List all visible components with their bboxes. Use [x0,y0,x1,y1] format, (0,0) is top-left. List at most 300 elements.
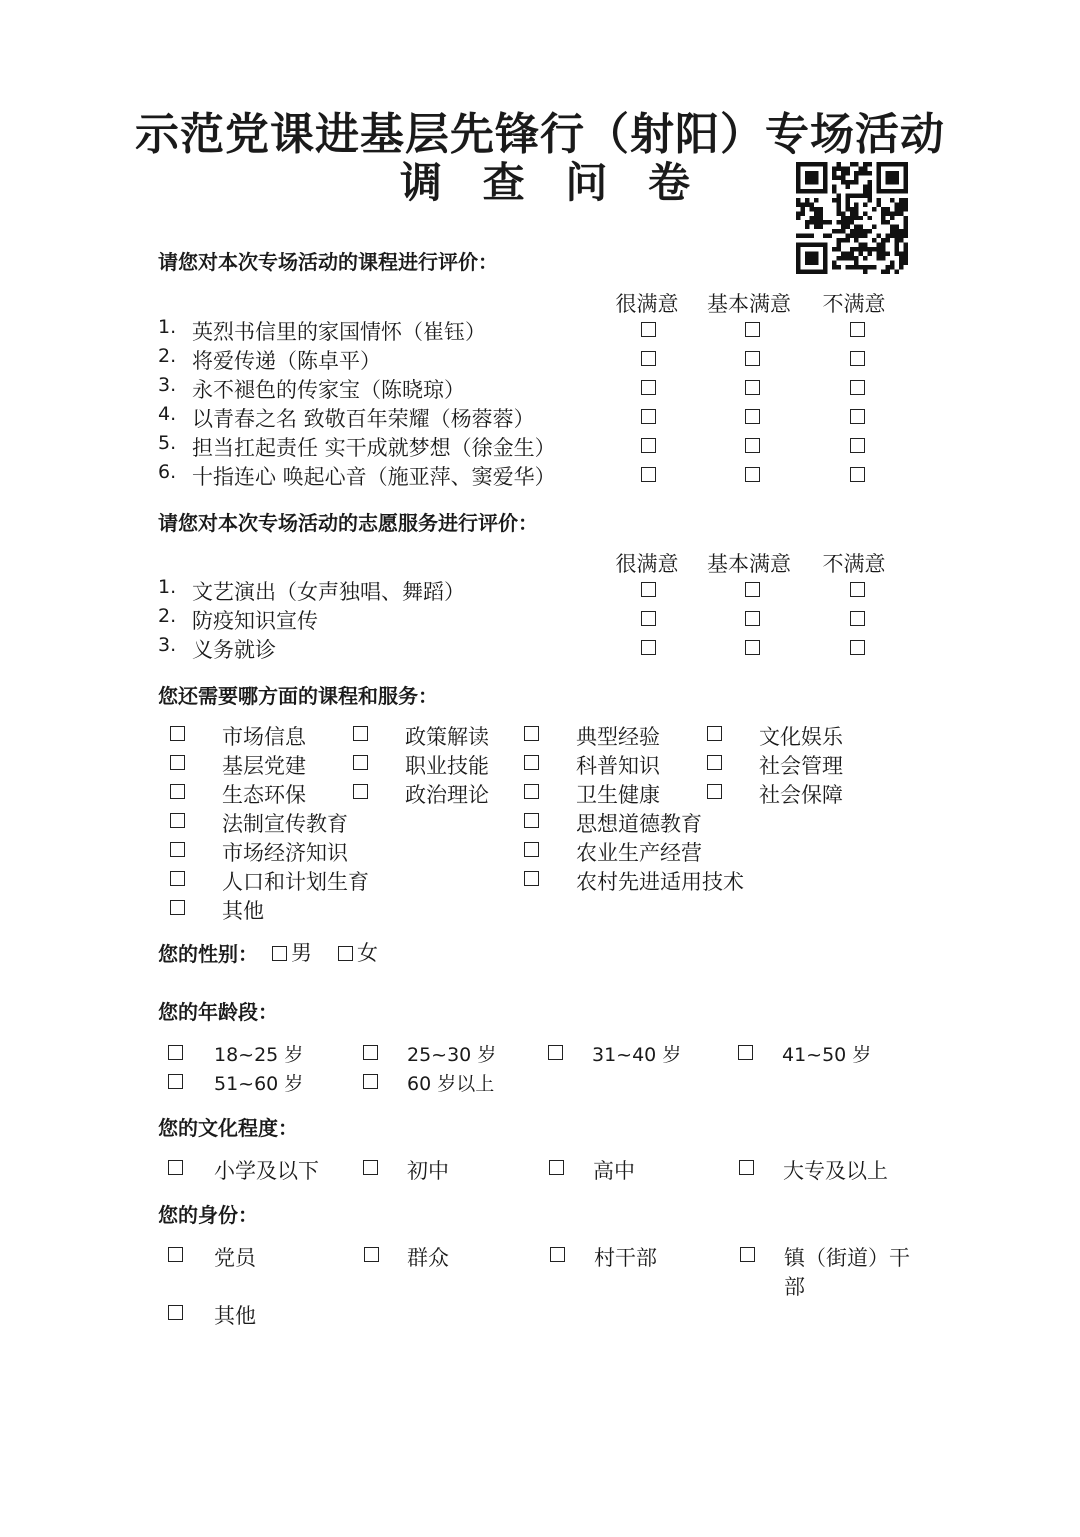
qr-module [832,229,836,233]
qr-module [863,189,867,193]
qr-module [823,175,827,179]
qr-module [800,211,804,215]
gender-option-female[interactable] [338,937,378,967]
qr-module [836,162,840,166]
qr-module [899,238,903,242]
option-label: 科普知识 [576,754,660,778]
qr-module [809,171,813,175]
rating-checkbox-basically-satisfied[interactable] [745,380,760,395]
qr-module [845,265,849,269]
option-label: 男 [291,941,312,965]
qr-module [881,270,885,274]
option-label: 51~60 岁 [214,1073,304,1095]
qr-module [904,216,908,220]
service-title: 义务就诊 [192,638,276,662]
qr-module [895,238,899,242]
qr-module [904,198,908,202]
rating-checkbox-basically-satisfied[interactable] [745,611,760,626]
qr-module [845,220,849,224]
rating-checkbox-basically-satisfied[interactable] [745,467,760,482]
rating-checkbox-basically-satisfied[interactable] [745,351,760,366]
qr-module [796,189,800,193]
qr-module [859,225,863,229]
qr-module [809,270,813,274]
gender-option-male[interactable] [272,937,312,967]
subtitle-char: 问 [565,158,608,207]
rating-checkbox-very-satisfied[interactable] [641,380,656,395]
qr-module [809,252,813,256]
qr-module [814,171,818,175]
qr-module [841,171,845,175]
qr-module [881,256,885,260]
option-label: 市场信息 [222,725,306,749]
qr-module [895,234,899,238]
qr-module [890,211,894,215]
rating-checkbox-not-satisfied[interactable] [850,380,865,395]
qr-module [881,247,885,251]
qr-module [800,270,804,274]
qr-module [823,189,827,193]
qr-module [886,238,890,242]
qr-module [890,225,894,229]
qr-module [836,243,840,247]
qr-module [872,225,876,229]
checkbox[interactable] [363,1045,378,1060]
qr-module [800,189,804,193]
option-label: 41~50 岁 [782,1044,872,1066]
qr-module [863,247,867,251]
qr-module [796,252,800,256]
checkbox[interactable] [170,900,185,915]
qr-module [836,220,840,224]
qr-module [809,175,813,179]
qr-module [809,216,813,220]
qr-module [904,166,908,170]
checkbox[interactable] [170,813,185,828]
qr-module [877,162,881,166]
qr-module [850,234,854,238]
rating-checkbox-very-satisfied[interactable] [641,467,656,482]
qr-module [818,189,822,193]
qr-module [854,256,858,260]
qr-module [805,162,809,166]
checkbox[interactable] [272,946,287,961]
qr-module [850,265,854,269]
option-label: 思想道德教育 [576,812,702,836]
rating-checkbox-basically-satisfied[interactable] [745,438,760,453]
qr-module [899,189,903,193]
qr-module [872,207,876,211]
subtitle-char: 查 [482,158,525,207]
qr-module [859,243,863,247]
qr-module [845,216,849,220]
qr-module [850,193,854,197]
qr-module [854,162,858,166]
qr-module [805,270,809,274]
qr-module [895,243,899,247]
qr-module [805,220,809,224]
rating-checkbox-not-satisfied[interactable] [850,467,865,482]
option-label: 女 [357,941,378,965]
checkbox[interactable] [170,784,185,799]
qr-module [868,171,872,175]
qr-module [796,247,800,251]
checkbox[interactable] [707,784,722,799]
qr-module [836,247,840,251]
qr-module [886,265,890,269]
option-label: 法制宣传教育 [222,812,348,836]
rating-checkbox-not-satisfied[interactable] [850,611,865,626]
service-title: 文艺演出（女声独唱、舞蹈） [192,580,465,604]
option-label: 职业技能 [405,754,489,778]
option-label: 高中 [593,1159,635,1183]
qr-module [863,234,867,238]
qr-module [904,234,908,238]
rating-checkbox-very-satisfied[interactable] [641,351,656,366]
course-row [158,345,918,375]
qr-module [854,211,858,215]
qr-module [872,265,876,269]
gender-heading: 您的性别： [158,942,258,966]
qr-module [836,211,840,215]
rating-checkbox-not-satisfied[interactable] [850,640,865,655]
qr-module [814,211,818,215]
qr-module [886,171,890,175]
qr-module [877,202,881,206]
qr-module [796,202,800,206]
qr-module [836,193,840,197]
qr-module [805,256,809,260]
qr-module [868,265,872,269]
qr-module [832,247,836,251]
qr-module [868,229,872,233]
qr-module [904,207,908,211]
rating-checkbox-very-satisfied[interactable] [641,611,656,626]
qr-module [854,225,858,229]
checkbox[interactable] [707,755,722,770]
checkbox[interactable] [524,842,539,857]
qr-module [904,256,908,260]
qr-module [845,225,849,229]
qr-module [904,229,908,233]
qr-module [796,171,800,175]
checkbox[interactable] [524,871,539,886]
section2-heading: 请您对本次专场活动的志愿服务进行评价： [158,511,538,535]
qr-module [868,193,872,197]
qr-module [868,180,872,184]
qr-module [890,198,894,202]
qr-module [895,207,899,211]
qr-module [845,234,849,238]
qr-module [814,207,818,211]
option-label: 社会保障 [759,783,843,807]
item-number: 2. [158,345,177,367]
qr-module [890,261,894,265]
qr-module [823,243,827,247]
qr-module [805,175,809,179]
option-label: 卫生健康 [576,783,660,807]
checkbox[interactable] [524,813,539,828]
checkbox[interactable] [168,1305,183,1320]
qr-module [890,229,894,233]
age-heading: 您的年龄段： [158,1000,278,1024]
subtitle-char: 卷 [647,158,690,207]
qr-module [836,265,840,269]
qr-module [881,252,885,256]
qr-module [832,175,836,179]
qr-module [904,175,908,179]
qr-module [868,184,872,188]
qr-module [814,220,818,224]
qr-module [841,225,845,229]
qr-module [863,243,867,247]
checkbox[interactable] [740,1247,755,1262]
qr-module [904,261,908,265]
qr-module [850,216,854,220]
item-number: 4. [158,403,177,425]
qr-module [890,234,894,238]
qr-module [877,256,881,260]
qr-module [823,234,827,238]
qr-module [800,202,804,206]
qr-module [904,225,908,229]
qr-module [877,243,881,247]
qr-module [818,207,822,211]
qr-module [886,175,890,179]
checkbox[interactable] [168,1045,183,1060]
qr-module [904,202,908,206]
qr-module [796,162,800,166]
checkbox[interactable] [363,1074,378,1089]
checkbox[interactable] [353,755,368,770]
qr-module [854,229,858,233]
option-label: 人口和计划生育 [222,870,369,894]
qr-module [845,180,849,184]
qr-module [868,252,872,256]
rating-checkbox-basically-satisfied[interactable] [745,582,760,597]
qr-module [814,198,818,202]
qr-module [796,175,800,179]
rating-checkbox-very-satisfied[interactable] [641,640,656,655]
checkbox[interactable] [548,1045,563,1060]
qr-module [836,175,840,179]
qr-module [805,171,809,175]
option-label: 镇（街道）干 [784,1246,910,1270]
item-number: 5. [158,432,177,454]
qr-module [823,265,827,269]
qr-module [809,234,813,238]
qr-module [881,220,885,224]
qr-module [796,270,800,274]
qr-module [832,189,836,193]
qr-module [904,171,908,175]
survey-title: 示范党课进基层先锋行（射阳）专场活动 [135,109,945,160]
qr-module [841,220,845,224]
qr-module [877,198,881,202]
option-label: 村干部 [594,1246,657,1270]
checkbox[interactable] [338,946,353,961]
checkbox[interactable] [707,726,722,741]
qr-module [881,207,885,211]
qr-module [863,162,867,166]
option-label: 其他 [214,1304,256,1328]
qr-module [854,234,858,238]
option-label: 31~40 岁 [592,1044,682,1066]
qr-module [854,238,858,242]
rating-checkbox-not-satisfied[interactable] [850,582,865,597]
qr-module [841,256,845,260]
qr-module [863,184,867,188]
rating-checkbox-very-satisfied[interactable] [641,582,656,597]
qr-module [859,166,863,170]
checkbox[interactable] [168,1247,183,1262]
qr-module [863,270,867,274]
checkbox[interactable] [524,726,539,741]
option-label: 农村先进适用技术 [576,870,744,894]
checkbox[interactable] [353,726,368,741]
option-label: 基层党建 [222,754,306,778]
qr-module [805,202,809,206]
qr-module [814,175,818,179]
qr-module [800,162,804,166]
qr-module [836,256,840,260]
option-label: 小学及以下 [214,1159,319,1183]
qr-module [823,252,827,256]
course-title: 担当扛起责任 实干成就梦想（徐金生） [192,436,556,460]
qr-code [796,162,908,274]
checkbox[interactable] [524,784,539,799]
qr-module [805,261,809,265]
checkbox[interactable] [364,1247,379,1262]
identity-heading: 您的身份： [158,1203,258,1227]
education-heading: 您的文化程度： [158,1116,298,1140]
qr-module [899,229,903,233]
qr-module [796,211,800,215]
qr-module [850,256,854,260]
rating-checkbox-very-satisfied[interactable] [641,409,656,424]
service-row [158,605,918,635]
qr-module [827,234,831,238]
qr-module [814,243,818,247]
rating-checkbox-not-satisfied[interactable] [850,438,865,453]
qr-module [809,256,813,260]
checkbox[interactable] [524,755,539,770]
checkbox[interactable] [168,1074,183,1089]
qr-module [854,247,858,251]
qr-module [850,211,854,215]
qr-module [899,198,903,202]
qr-module [895,171,899,175]
qr-module [890,189,894,193]
checkbox[interactable] [363,1160,378,1175]
qr-module [854,265,858,269]
checkbox[interactable] [170,871,185,886]
rating-checkbox-very-satisfied[interactable] [641,322,656,337]
checkbox[interactable] [170,842,185,857]
qr-module [796,265,800,269]
checkbox[interactable] [353,784,368,799]
qr-module [886,180,890,184]
qr-module [832,198,836,202]
qr-module [854,171,858,175]
checkbox[interactable] [549,1160,564,1175]
qr-module [863,171,867,175]
section3-heading: 您还需要哪方面的课程和服务： [158,684,438,708]
subtitle-char: 调 [400,158,443,207]
qr-module [809,220,813,224]
checkbox[interactable] [168,1160,183,1175]
qr-module [845,171,849,175]
qr-module [872,238,876,242]
service-row [158,576,918,606]
qr-module [895,189,899,193]
qr-module [881,162,885,166]
item-number: 1. [158,316,177,338]
qr-module [899,265,903,269]
qr-module [845,252,849,256]
qr-module [814,216,818,220]
qr-module [836,207,840,211]
qr-module [868,189,872,193]
option-label: 农业生产经营 [576,841,702,865]
rating-checkbox-very-satisfied[interactable] [641,438,656,453]
checkbox[interactable] [550,1247,565,1262]
scale-very-satisfied: 很满意 [615,292,679,316]
course-title: 以青春之名 致敬百年荣耀（杨蓉蓉） [192,407,535,431]
qr-module [890,265,894,269]
qr-module [814,189,818,193]
qr-module [877,189,881,193]
qr-module [836,229,840,233]
qr-module [877,247,881,251]
qr-module [809,162,813,166]
checkbox[interactable] [170,755,185,770]
qr-module [850,162,854,166]
checkbox[interactable] [738,1045,753,1060]
rating-checkbox-not-satisfied[interactable] [850,322,865,337]
course-row [158,403,918,433]
qr-module [845,184,849,188]
qr-module [859,252,863,256]
qr-module [850,180,854,184]
qr-module [805,234,809,238]
rating-checkbox-not-satisfied[interactable] [850,351,865,366]
option-label: 60 岁以上 [407,1073,495,1095]
qr-module [886,252,890,256]
rating-checkbox-basically-satisfied[interactable] [745,322,760,337]
qr-module [854,216,858,220]
qr-module [868,216,872,220]
checkbox[interactable] [739,1160,754,1175]
qr-module [823,171,827,175]
qr-module [886,211,890,215]
qr-module [796,180,800,184]
qr-module [823,261,827,265]
rating-checkbox-basically-satisfied[interactable] [745,409,760,424]
qr-module [899,234,903,238]
checkbox[interactable] [170,726,185,741]
qr-module [836,238,840,242]
qr-module [877,180,881,184]
qr-module [805,225,809,229]
rating-checkbox-basically-satisfied[interactable] [745,640,760,655]
qr-module [899,256,903,260]
qr-module [886,234,890,238]
rating-checkbox-not-satisfied[interactable] [850,409,865,424]
qr-module [868,198,872,202]
option-label: 党员 [214,1246,256,1270]
qr-module [809,207,813,211]
